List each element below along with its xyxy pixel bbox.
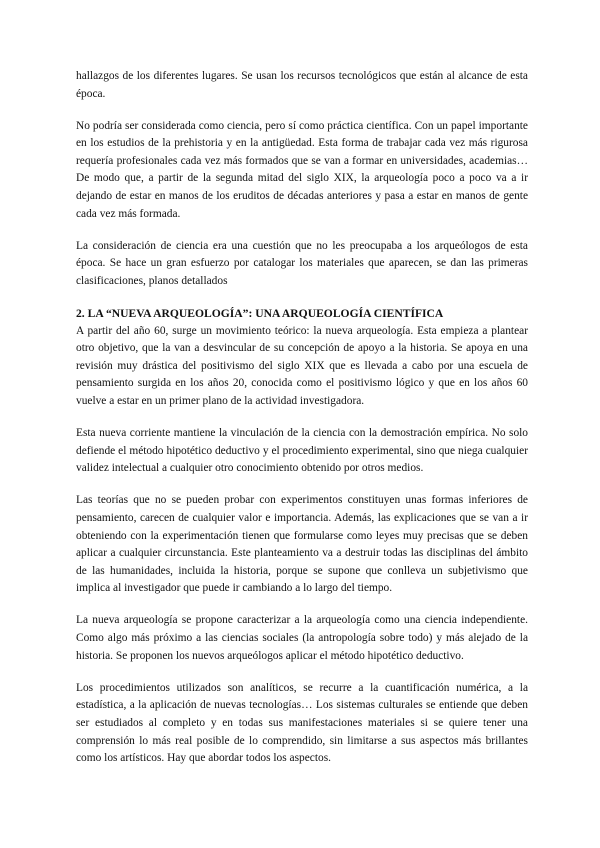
- paragraph-demostracion-empirica: Esta nueva corriente mantiene la vinculación de la ciencia con la demostración empírica. No solo defiende el método hipotético deductivo y el procedimiento experimental, sino que niega cualquier validez intelectual a cualquier otro conocimiento obtenido por otros medios.: [76, 427, 528, 475]
- section-heading: 2. LA “NUEVA ARQUEOLOGÍA”: UNA ARQUEOLOGÍA CIENTÍFICA: [76, 307, 444, 321]
- paragraph-practica-cientifica: No podría ser considerada como ciencia, pero sí como práctica científica. Con un papel importante en los estudios de la prehistoria y en la antigüedad. Esta forma de trabajar cada vez más rigurosa requería profesionales cada vez más formados que se van a formar en universidades, academias… De modo que, a partir de la segunda mitad del siglo XIX, la arqueología poco a poco va a ir dejando de estar en manos de los eruditos de décadas anteriores y pasa a estar en manos de gente cada vez más formada.: [76, 119, 528, 220]
- paragraph-nueva-arqueologia: A partir del año 60, surge un movimiento teórico: la nueva arqueología. Esta empieza a plantear otro objetivo, que la van a desvincular de su concepción de apoyo a la historia. Se apoya en una revisión muy drástica del positivismo del siglo XIX que es llevada a cabo por una escuela de pensamiento surgida en los años 20, conocida como el positivismo lógico y que en los años 60 vuelve a estar en un primer plano de la actividad investigadora.: [76, 324, 528, 407]
- paragraph-procedimientos-analiticos: Los procedimientos utilizados son analíticos, se recurre a la cuantificación numérica, a la estadística, a la aplicación de nuevas tecnologías… Los sistemas culturales se entiende que deben ser estudiados al completo y en todas sus manifestaciones materiales si se quiere tener una comprensión lo más real posible de lo comprendido, sin limitarse a sus aspectos más brillantes como los artísticos. Hay que abordar todos los aspectos.: [76, 681, 528, 765]
- paragraph-consideracion-ciencia: La consideración de ciencia era una cuestión que no les preocupaba a los arqueólogos de esta época. Se hace un gran esfuerzo por catalogar los materiales que aparecen, se dan las primeras clasificaciones, planos detallados: [76, 239, 528, 287]
- document-body: [76, 68, 528, 782]
- paragraph-teorias-experimentos: Las teorías que no se pueden probar con experimentos constituyen unas formas inferiores de pensamiento, carecen de cualquier valor e importancia. Además, las explicaciones que se van a ir obteniendo con la experimentación tienen que formularse como leyes muy precisas que se deben aplicar a cualquier circunstancia. Este planteamiento va a destruir todas las disciplinas del ámbito de las humanidades, incluida la historia, porque se supone que conlleva un subjetivismo que implica al investigador que puede ir cambiando a lo largo del tiempo.: [76, 494, 528, 595]
- paragraph-ciencia-independiente: La nueva arqueología se propone caracterizar a la arqueología como una ciencia independiente. Como algo más próximo a las ciencias sociales (la antropología sobre todo) y más alejado de la historia. Se proponen los nuevos arqueólogos aplicar el método hipotético deductivo.: [76, 614, 528, 662]
- paragraph-hallazgos: hallazgos de los diferentes lugares. Se usan los recursos tecnológicos que están al alcance de esta época.: [76, 70, 528, 100]
